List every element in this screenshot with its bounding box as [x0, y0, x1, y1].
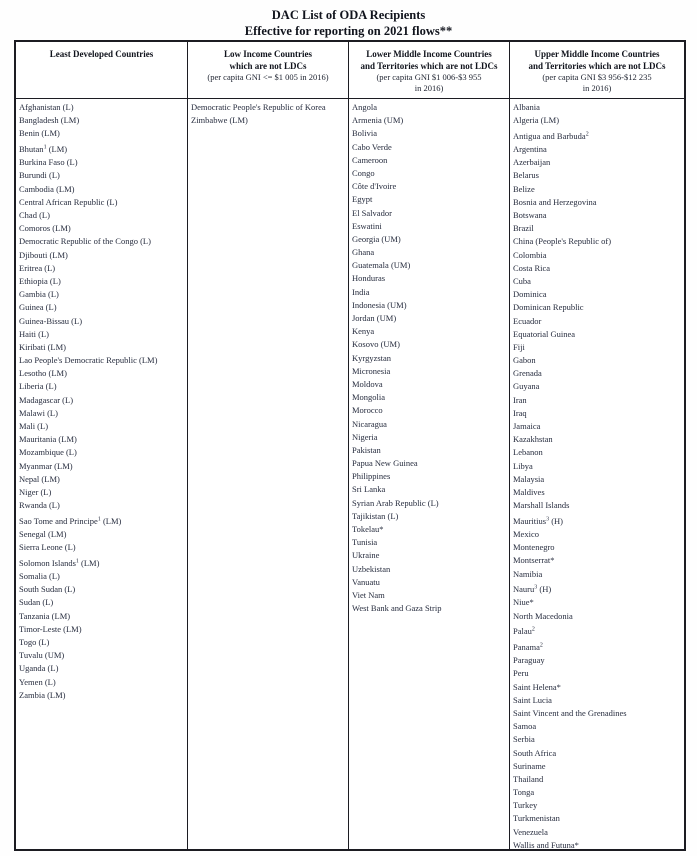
- country-item: Cabo Verde: [352, 141, 392, 152]
- column-body: [16, 99, 187, 849]
- country-item: Serbia: [513, 734, 535, 745]
- country-item: Nigeria: [352, 431, 378, 442]
- country-item: Ghana: [352, 247, 375, 258]
- country-item: Venezuela: [513, 826, 548, 837]
- country-item: Algeria (LM): [513, 115, 560, 126]
- country-item: Democratic People's Republic of Korea: [191, 102, 326, 112]
- country-item: Mauritius$^3$ (H): [513, 515, 563, 526]
- footnote-superscript: 2: [531, 626, 535, 633]
- country-item: Fiji: [513, 341, 525, 352]
- country-item: Ukraine: [352, 550, 380, 561]
- country-item: Guinea-Bissau (L): [19, 315, 83, 326]
- country-item: Belize: [513, 183, 535, 194]
- country-item: Indonesia (UM): [352, 299, 407, 310]
- country-item: Tanzania (LM): [19, 610, 71, 621]
- country-item: Lebanon: [513, 447, 543, 458]
- country-item: Sri Lanka: [352, 484, 386, 495]
- country-item: Yemen (L): [19, 676, 56, 687]
- column-upper-middle-income: [509, 42, 684, 849]
- country-item: West Bank and Gaza Strip: [352, 603, 442, 614]
- country-item: Antigua and Barbuda$^2$: [513, 130, 589, 141]
- oda-recipients-table: [14, 40, 686, 851]
- country-item: Cuba: [513, 275, 531, 286]
- country-item: Kazakhstan: [513, 434, 553, 445]
- country-item: Angola: [352, 102, 378, 112]
- country-item: Niger (L): [19, 486, 52, 497]
- column-header-title-line: which are not LDCs: [229, 61, 307, 71]
- country-item: Mexico: [513, 529, 539, 539]
- country-item: Senegal (LM): [19, 529, 67, 539]
- country-item: Tuvalu (UM): [19, 650, 65, 661]
- footnote-superscript: 3: [534, 584, 538, 591]
- country-item: Zimbabwe (LM): [191, 115, 248, 126]
- footnote-superscript: 2: [539, 642, 543, 649]
- footnote-superscript: 1: [43, 144, 47, 151]
- country-item: Vanuatu: [352, 576, 380, 587]
- country-item: Bolivia: [352, 128, 378, 139]
- country-item: Togo (L): [19, 637, 50, 647]
- column-body: [510, 99, 684, 849]
- country-list: [352, 101, 507, 615]
- country-item: Côte d'Ivoire: [352, 181, 397, 192]
- country-item: Somalia (L): [19, 571, 60, 582]
- column-header-note-line: (per capita GNI <= $1 005 in 2016): [207, 72, 329, 82]
- country-item: Libya: [513, 460, 533, 471]
- footnote-superscript: 3: [546, 516, 550, 523]
- country-item: Ethiopia (L): [19, 275, 61, 286]
- column-header-title-line: and Territories which are not LDCs: [528, 61, 666, 71]
- country-item: Bosnia and Herzegovina: [513, 196, 597, 207]
- country-item: Azerbaijan: [513, 157, 551, 168]
- country-item: Chad (L): [19, 210, 50, 220]
- country-list: [19, 101, 185, 702]
- country-item: Kenya: [352, 326, 375, 337]
- column-lower-middle-income: [348, 42, 509, 849]
- country-item: Equatorial Guinea: [513, 328, 576, 339]
- country-item: Philippines: [352, 471, 391, 482]
- column-header-title-line: Least Developed Countries: [49, 49, 154, 59]
- footnote-superscript: 1: [75, 558, 79, 565]
- country-item: Saint Helena*: [513, 681, 561, 692]
- country-item: Madagascar (L): [19, 394, 74, 405]
- column-header-title-line: and Territories which are not LDCs: [360, 61, 498, 71]
- country-item: South Sudan (L): [19, 584, 76, 595]
- column-low-income: [187, 42, 348, 849]
- country-item: China (People's Republic of): [513, 236, 612, 247]
- country-item: Malawi (L): [19, 407, 58, 418]
- country-item: Lesotho (LM): [19, 368, 67, 379]
- country-list: [513, 101, 682, 849]
- title-block: [0, 0, 697, 39]
- column-header: [16, 42, 187, 99]
- country-item: Namibia: [513, 568, 543, 579]
- country-item: Iran: [513, 394, 527, 405]
- country-item: Belarus: [513, 170, 539, 181]
- country-item: Nicaragua: [352, 418, 387, 429]
- country-item: South Africa: [513, 747, 557, 758]
- country-item: Sudan (L): [19, 597, 54, 608]
- country-item: Ecuador: [513, 315, 542, 326]
- column-header: [349, 42, 509, 99]
- country-item: Mongolia: [352, 392, 386, 403]
- country-item: Tokelau*: [352, 524, 384, 534]
- column-header-title-line: Low Income Countries: [224, 49, 312, 59]
- country-item: Mozambique (L): [19, 447, 77, 458]
- country-item: Marshall Islands: [513, 500, 570, 511]
- country-item: Tajikistan (L): [352, 510, 399, 521]
- country-item: Botswana: [513, 210, 547, 220]
- country-item: Montenegro: [513, 542, 555, 553]
- country-item: Nepal (LM): [19, 473, 60, 484]
- column-header-title-line: Lower Middle Income Countries: [366, 49, 492, 59]
- country-item: Timor-Leste (LM): [19, 623, 82, 634]
- country-item: Moldova: [352, 378, 383, 389]
- column-header: [188, 42, 348, 99]
- country-item: Democratic Republic of the Congo (L): [19, 236, 151, 247]
- country-item: Turkey: [513, 800, 538, 811]
- country-item: Albania: [513, 102, 540, 112]
- country-item: Eswatini: [352, 220, 382, 231]
- country-item: Paraguay: [513, 655, 545, 666]
- country-item: Burundi (L): [19, 170, 60, 181]
- country-item: Uganda (L): [19, 663, 59, 674]
- country-item: Afghanistan (L): [19, 102, 74, 112]
- country-item: Peru: [513, 668, 529, 679]
- country-item: Central African Republic (L): [19, 196, 118, 207]
- country-item: Benin (LM): [19, 128, 60, 139]
- country-item: Micronesia: [352, 365, 391, 376]
- country-item: Thailand: [513, 773, 544, 784]
- country-item: Eritrea (L): [19, 262, 56, 273]
- country-item: Bangladesh (LM): [19, 115, 80, 126]
- country-item: Egypt: [352, 194, 373, 205]
- country-item: Burkina Faso (L): [19, 157, 78, 168]
- country-item: Zambia (LM): [19, 689, 66, 700]
- country-item: Georgia (UM): [352, 233, 401, 244]
- country-item: Malaysia: [513, 473, 545, 484]
- country-item: Guinea (L): [19, 302, 57, 313]
- country-item: Sao Tome and Principe$^1$ (LM): [19, 515, 122, 526]
- country-item: Armenia (UM): [352, 115, 404, 126]
- column-least-developed: [16, 42, 187, 849]
- country-item: Costa Rica: [513, 262, 551, 273]
- country-item: El Salvador: [352, 207, 392, 218]
- country-item: Mali (L): [19, 421, 49, 431]
- country-item: Papua New Guinea: [352, 458, 418, 469]
- country-item: Samoa: [513, 721, 537, 732]
- country-item: Honduras: [352, 273, 386, 284]
- country-item: Djibouti (LM): [19, 249, 68, 260]
- footnote-superscript: 1: [97, 516, 101, 523]
- country-item: Comoros (LM): [19, 223, 71, 234]
- country-item: Cameroon: [352, 154, 388, 165]
- country-item: Guatemala (UM): [352, 260, 411, 271]
- country-item: Gabon: [513, 355, 536, 366]
- country-item: Montserrat*: [513, 555, 555, 566]
- country-item: Tunisia: [352, 537, 378, 548]
- country-item: Tonga: [513, 787, 535, 798]
- country-item: Pakistan: [352, 444, 381, 455]
- country-item: Jamaica: [513, 421, 541, 431]
- country-item: Palau$^2$: [513, 626, 535, 637]
- page-subtitle: Effective for reporting on 2021 flows**: [244, 24, 453, 38]
- column-header-title-line: Upper Middle Income Countries: [534, 49, 660, 59]
- column-header-note-line: (per capita GNI $1 006-$3 955: [376, 72, 482, 82]
- country-item: Liberia (L): [19, 381, 57, 392]
- country-item: Mauritania (LM): [19, 434, 77, 445]
- country-item: Uzbekistan: [352, 563, 391, 574]
- country-item: Panama$^2$: [513, 642, 543, 652]
- country-item: Maldives: [513, 486, 545, 497]
- country-item: Haiti (L): [19, 328, 49, 339]
- country-item: Guyana: [513, 381, 540, 392]
- country-item: Myanmar (LM): [19, 460, 73, 471]
- country-item: Suriname: [513, 760, 546, 771]
- footnote-superscript: 2: [585, 131, 589, 138]
- country-item: India: [352, 286, 370, 297]
- country-item: Grenada: [513, 368, 542, 379]
- country-item: Dominica: [513, 289, 547, 300]
- country-list: [191, 101, 346, 127]
- column-body: [349, 99, 509, 849]
- country-item: Turkmenistan: [513, 813, 560, 824]
- country-item: Saint Lucia: [513, 694, 552, 705]
- country-item: North Macedonia: [513, 610, 573, 621]
- country-item: Lao People's Democratic Republic (LM): [19, 355, 158, 366]
- country-item: Gambia (L): [19, 289, 59, 300]
- column-body: [188, 99, 348, 849]
- country-item: Syrian Arab Republic (L): [352, 497, 439, 508]
- column-header-note-line: (per capita GNI $3 956-$12 235: [542, 72, 652, 82]
- column-header: [510, 42, 684, 99]
- country-item: Jordan (UM): [352, 313, 397, 323]
- country-item: Rwanda (L): [19, 500, 60, 511]
- country-item: Iraq: [513, 407, 527, 418]
- country-item: Wallis and Futuna*: [513, 839, 579, 849]
- country-item: Solomon Islands$^1$ (LM): [19, 557, 100, 568]
- country-item: Kosovo (UM): [352, 339, 400, 350]
- country-item: Morocco: [352, 405, 383, 416]
- country-item: Bhutan$^1$ (LM): [19, 144, 68, 155]
- page-title: DAC List of ODA Recipients: [271, 8, 426, 22]
- country-item: Cambodia (LM): [19, 183, 75, 194]
- country-item: Sierra Leone (L): [19, 542, 76, 553]
- country-item: Nauru$^3$ (H): [513, 584, 552, 595]
- column-header-note-line: in 2016): [414, 83, 444, 93]
- country-item: Kiribati (LM): [19, 341, 66, 352]
- country-item: Viet Nam: [352, 589, 385, 600]
- country-item: Colombia: [513, 249, 547, 260]
- country-item: Niue*: [513, 597, 534, 608]
- country-item: Dominican Republic: [513, 302, 584, 313]
- country-item: Brazil: [513, 223, 534, 234]
- country-item: Kyrgyzstan: [352, 352, 392, 363]
- country-item: Saint Vincent and the Grenadines: [513, 707, 627, 718]
- country-item: Argentina: [513, 144, 547, 155]
- country-item: Congo: [352, 167, 375, 178]
- column-header-note-line: in 2016): [582, 83, 612, 93]
